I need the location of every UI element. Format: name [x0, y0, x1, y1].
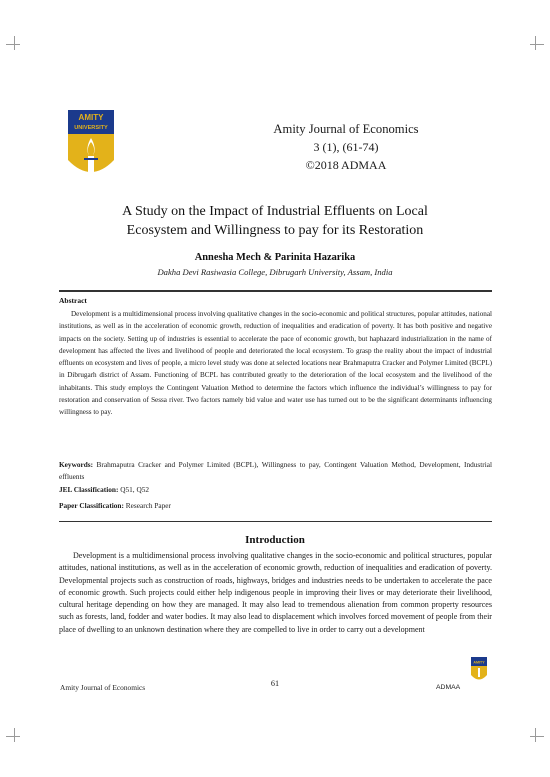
paper-classification [59, 500, 492, 512]
introduction-heading: Introduction [245, 534, 305, 546]
footer-logo-text: AMITY [473, 660, 485, 665]
journal-info [226, 120, 466, 174]
abstract-heading: Abstract [59, 296, 87, 305]
paper-title [60, 202, 490, 240]
page-number: 61 [270, 679, 280, 688]
journal-volume: 3 (1), (61-74) [313, 140, 379, 154]
crop-mark [530, 736, 544, 737]
crop-mark [6, 736, 20, 737]
journal-copyright: ©2018 ADMAA [305, 158, 387, 172]
abstract-bottom-rule [59, 521, 492, 522]
crop-mark [535, 36, 536, 50]
keywords-text: Brahmaputra Cracker and Polymer Limited (BCPL), Willingness to pay, Contingent Valuation Method, Development, Industrial effluents [59, 460, 492, 481]
crop-mark [14, 36, 15, 50]
crop-mark [535, 728, 536, 742]
jel-label: JEL Classification: [59, 485, 119, 494]
introduction-text: Development is a multidimensional process involving qualitative changes in the socio-economic and political structures, popular attitudes, national institutions, as well as in the acceleration of economic growth, reduction of inequalities and eradication of poverty. Developmental projects such as construction of roads, highways, bridges and industries needs to be undertaken to accelerate the pace of economic growth. Such projects could either help indigenous people in improving their lives or may deteriorate their livelihood, cultural heritage depending on how they are managed. It may also lead to tremendous alienation from common property resources such as forests, land, fodder and water bodies. It may also lead to displacement which involves forced movement of people from their place of dwelling to an unknown destination where they are compelled to live in order to carry out a development [59, 551, 492, 634]
paper-classification-text: Research Paper [125, 501, 171, 510]
logo-text-university: UNIVERSITY [74, 125, 108, 131]
paper-affiliation: Dakha Devi Rasiwasia College, Dibrugarh University, Assam, India [157, 267, 393, 277]
paper-title-line-1: A Study on the Impact of Industrial Effluents on Local [122, 204, 428, 219]
amity-footer-logo [470, 656, 488, 684]
keywords-label: Keywords: [59, 460, 94, 469]
abstract-top-rule [59, 290, 492, 292]
crop-mark [6, 44, 20, 45]
journal-name: Amity Journal of Economics [273, 122, 419, 136]
jel-classification [59, 484, 492, 496]
keywords [59, 459, 492, 482]
jel-text: Q51, Q52 [120, 485, 150, 494]
amity-university-logo [66, 108, 116, 186]
logo-text-amity: AMITY [78, 113, 104, 122]
crop-mark [530, 44, 544, 45]
abstract-text: Development is a multidimensional process involving qualitative changes in the socio-economic and political structures, popular attitudes, national institutions, as well as in the acceleration of economic growth, reduction of inequalities and eradication of poverty. It has both positive and negative impacts on the society. Setting up of industries is essential to accelerate the pace of economic growth, but haphazard industrialization in the name of development has affected the lives and livelihood of people and deteriorated the local ecosystem. To grasp the reality about the impact of industrial effluents on ecosystem and lives of people, a micro level study was done at selected locations near Brahmaputra Cracker and Polymer Limited (BCPL) in Dibrugarh district of Assam. Functioning of BCPL has contributed greatly to the deterioration of the local ecosystem and the livelihood of the inhabitants. This study employs the Contingent Valuation Method to determine the factors which influence the individual’s willingness to pay for restoration and conservation of Sessa river. Two factors namely bid value and water use has turned out to be the significant determinants influencing willingness to pay. [59, 310, 492, 417]
footer-journal-name: Amity Journal of Economics [60, 683, 146, 692]
footer-publisher: ADMAA [436, 684, 461, 691]
crop-mark [14, 728, 15, 742]
paper-authors: Annesha Mech & Parinita Hazarika [194, 252, 356, 263]
paper-title-line-2: Ecosystem and Willingness to pay for its Restoration [126, 223, 424, 238]
paper-classification-label: Paper Classification: [59, 501, 124, 510]
